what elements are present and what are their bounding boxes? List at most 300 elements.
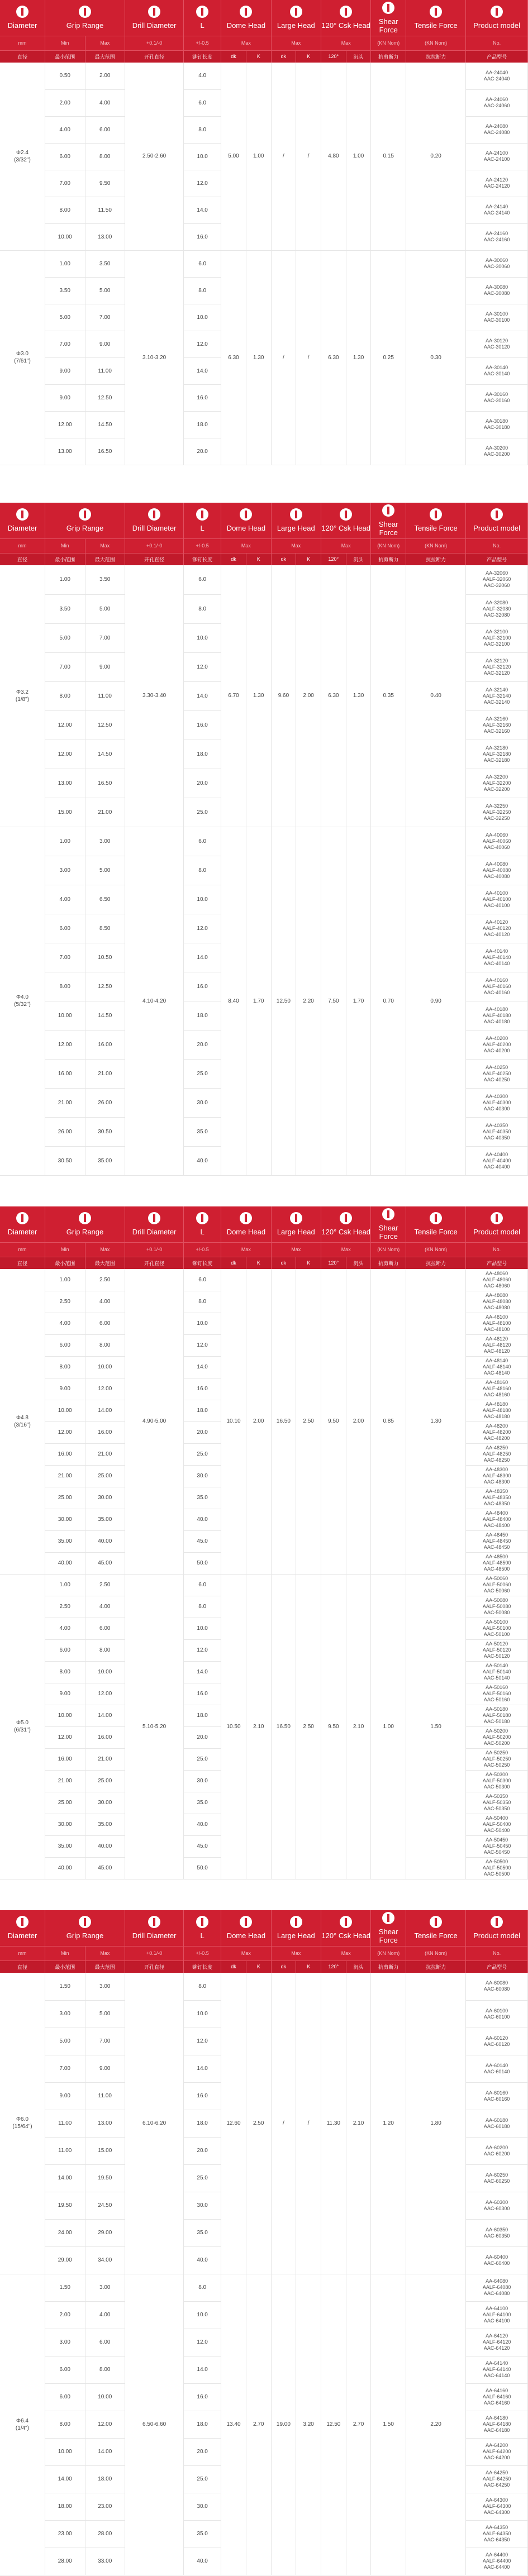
grip-max: 24.50 [85, 2192, 125, 2219]
dome-dk: 8.40 [221, 827, 246, 1175]
product-model: AA-50120 [486, 1641, 508, 1647]
grip-max: 3.50 [85, 565, 125, 594]
product-model: AA-40180 [486, 1006, 508, 1012]
header-large-head-label: Large Head [277, 1931, 315, 1940]
header-dome-head [221, 1206, 271, 1242]
product-model: AALF-40160 [482, 983, 511, 989]
unit-no: No. [493, 1247, 501, 1252]
product-model: AAC-50180 [483, 1719, 510, 1724]
diameter-imperial: (3/16") [14, 1421, 31, 1428]
tensile-icon [430, 508, 442, 521]
product-model-cell [466, 594, 528, 623]
zh-drill: 开孔直径 [144, 556, 165, 562]
product-model-cell [466, 1596, 528, 1618]
grip-max: 8.50 [85, 914, 125, 943]
length-value: 8.0 [184, 594, 221, 623]
header-diameter-label: Diameter [7, 1228, 37, 1237]
length-value: 12.0 [184, 331, 221, 357]
product-model-cell [466, 1400, 528, 1421]
product-model-cell [466, 1973, 528, 2000]
zh-csk: 沉头 [353, 556, 364, 562]
csk-dk: 6.30 [321, 250, 346, 465]
header-diameter [0, 0, 45, 36]
grip-min: 23.00 [45, 2520, 85, 2548]
length-value: 18.0 [184, 1001, 221, 1030]
grip-min: 2.50 [45, 1291, 85, 1313]
diameter-value: Φ6.4 [16, 2417, 28, 2424]
product-model: AA-48160 [486, 1380, 508, 1385]
product-model: AA-32180 [486, 745, 508, 751]
header-product-model [466, 1206, 528, 1242]
csk-dk: 9.50 [321, 1269, 346, 1574]
length-value: 16.0 [184, 2082, 221, 2110]
product-model: AAC-48350 [483, 1501, 510, 1506]
length-value: 8.0 [184, 1596, 221, 1618]
product-model-cell [466, 769, 528, 798]
product-model: AA-32160 [486, 715, 508, 722]
dome-dk-label: dk [231, 54, 236, 60]
grip-max: 12.00 [85, 1378, 125, 1400]
grip-range-icon [79, 508, 91, 521]
product-model: AAC-60350 [483, 2232, 510, 2239]
unit-max-label: Max [341, 1247, 351, 1252]
product-model: AAC-40250 [483, 1076, 510, 1082]
dome-dk: 6.30 [221, 250, 246, 465]
grip-min: 1.00 [45, 827, 85, 856]
header-product-model-label: Product model [473, 524, 521, 533]
product-model: AAC-50350 [483, 1806, 510, 1811]
length-value: 30.0 [184, 2192, 221, 2219]
grip-min: 5.00 [45, 304, 85, 331]
grip-max: 13.00 [85, 2110, 125, 2137]
grip-min: 8.00 [45, 1356, 85, 1378]
product-model: AAC-50120 [483, 1653, 510, 1659]
grip-min: 8.00 [45, 2411, 85, 2438]
unit-max-label: Max [291, 40, 301, 46]
product-model-cell [466, 2082, 528, 2110]
zh-shear: 抗剪断力 [378, 556, 399, 562]
grip-min: 1.00 [45, 1574, 85, 1596]
dome-k-label: K [256, 54, 260, 60]
length-value: 8.0 [184, 277, 221, 304]
product-model: AA-30180 [486, 418, 508, 424]
grip-min: 30.00 [45, 1814, 85, 1835]
box-icon [491, 1212, 503, 1224]
unit-l-tol: +/-0.5 [196, 1950, 209, 1956]
zh-model: 产品型号 [487, 54, 507, 60]
diameter-cell [0, 827, 45, 1175]
product-model: AA-50180 [486, 1706, 508, 1712]
product-model-cell [466, 885, 528, 914]
product-model: AA-48400 [486, 1510, 508, 1516]
length-value: 12.0 [184, 914, 221, 943]
grip-max: 2.50 [85, 1574, 125, 1596]
header-drill-diameter-label: Drill Diameter [132, 1931, 177, 1940]
grip-max: 12.50 [85, 384, 125, 411]
grip-min: 26.00 [45, 1117, 85, 1146]
header-length-label: L [200, 1228, 204, 1237]
grip-min: 21.00 [45, 1465, 85, 1487]
dome-k: 1.30 [246, 250, 271, 465]
product-model: AA-48120 [486, 1336, 508, 1342]
unit-max-span [271, 36, 321, 50]
diameter-value: Φ3.0 [16, 351, 28, 357]
product-model: AAC-40160 [483, 989, 510, 995]
product-model: AA-30060 [486, 257, 508, 263]
grip-max: 4.00 [85, 89, 125, 116]
product-model: AAC-24160 [483, 237, 510, 242]
grip-max: 28.00 [85, 2520, 125, 2548]
grip-max: 5.00 [85, 2000, 125, 2028]
shear-icon [382, 504, 394, 517]
length-value: 14.0 [184, 197, 221, 223]
length-value: 14.0 [184, 2055, 221, 2082]
large-k: / [296, 250, 321, 465]
product-model: AA-60200 [486, 2144, 508, 2150]
spec-table [0, 1910, 528, 2575]
product-model-cell [466, 1618, 528, 1639]
header-tensile-force [406, 1206, 465, 1242]
grip-min: 1.00 [45, 1269, 85, 1291]
grip-max: 6.50 [85, 885, 125, 914]
product-model: AAC-48500 [483, 1566, 510, 1572]
product-model: AALF-50120 [482, 1647, 511, 1653]
length-value: 20.0 [184, 1421, 221, 1443]
header-csk-head-label: 120° Csk Head [321, 524, 370, 533]
unit-drill-tol: +0.1/-0 [146, 1950, 163, 1956]
product-model-cell [466, 116, 528, 143]
length-value: 40.0 [184, 2246, 221, 2274]
box-icon [491, 508, 503, 521]
length-value: 10.0 [184, 143, 221, 170]
product-model: AALF-50250 [482, 1756, 511, 1762]
length-value: 8.0 [184, 2274, 221, 2301]
grip-max: 21.00 [85, 798, 125, 827]
header-row-titles [0, 503, 528, 538]
length-value: 16.0 [184, 384, 221, 411]
tensile-force: 1.30 [406, 1269, 465, 1574]
large-head-icon [290, 1212, 302, 1224]
product-model-cell [466, 143, 528, 170]
grip-max: 21.00 [85, 1059, 125, 1088]
product-model: AAC-32120 [483, 670, 510, 676]
product-model: AA-64120 [486, 2333, 508, 2339]
product-model: AA-48300 [486, 1467, 508, 1472]
header-product-model-label: Product model [473, 1228, 521, 1237]
grip-min: 9.00 [45, 1683, 85, 1705]
box-icon [491, 1916, 503, 1928]
product-model-cell [466, 277, 528, 304]
tensile-icon [430, 1212, 442, 1224]
zh-diameter: 直径 [17, 556, 27, 562]
unit-max-label: Max [241, 1950, 251, 1956]
unit-kn-tensile: (KN Nom) [425, 40, 448, 46]
product-model: AA-32140 [486, 686, 508, 693]
zh-diameter: 直径 [17, 54, 27, 60]
length-value: 35.0 [184, 1792, 221, 1814]
grip-min: 7.00 [45, 2055, 85, 2082]
grip-max: 12.00 [85, 1683, 125, 1705]
header-csk-head-label: 120° Csk Head [321, 1931, 370, 1940]
product-model: AALF-64160 [482, 2394, 511, 2400]
grip-max: 21.00 [85, 1443, 125, 1465]
product-model-cell [466, 1146, 528, 1175]
grip-min: 2.00 [45, 2301, 85, 2329]
product-model: AA-32100 [486, 628, 508, 635]
large-k: 2.50 [296, 1269, 321, 1574]
header-shear-force [371, 503, 406, 538]
grip-max: 16.00 [85, 1030, 125, 1059]
product-model: AAC-60120 [483, 2041, 510, 2047]
product-model: AA-50160 [486, 1685, 508, 1690]
product-model: AAC-30060 [483, 264, 510, 269]
product-model: AA-40350 [486, 1122, 508, 1128]
grip-max: 3.00 [85, 2274, 125, 2301]
dome-k: 1.30 [246, 565, 271, 827]
product-model-cell [466, 740, 528, 769]
zh-len: 铆钉长度 [192, 54, 213, 60]
large-dk: 16.50 [271, 1574, 296, 1879]
grip-min: 16.00 [45, 1748, 85, 1770]
unit-min: Min [60, 543, 69, 548]
header-large-head-label: Large Head [277, 1228, 315, 1237]
product-model: AA-30100 [486, 311, 508, 317]
product-model: AALF-64350 [482, 2531, 511, 2536]
tensile-force: 2.20 [406, 2274, 465, 2575]
product-model: AAC-60400 [483, 2260, 510, 2266]
drill-diameter: 5.10-5.20 [125, 1574, 184, 1879]
product-model-cell [466, 2028, 528, 2055]
drill-icon [148, 1916, 160, 1928]
grip-max: 9.50 [85, 170, 125, 197]
length-value: 6.0 [184, 250, 221, 277]
grip-min: 9.00 [45, 384, 85, 411]
zh-csk-120: 120° [328, 556, 339, 562]
grip-min: 13.00 [45, 438, 85, 465]
zh-max: 最大范围 [94, 1260, 115, 1266]
header-dome-head-label: Dome Head [226, 1931, 266, 1940]
drill-diameter: 4.10-4.20 [125, 827, 184, 1175]
grip-min: 29.00 [45, 2246, 85, 2274]
table-row [0, 2274, 528, 2301]
length-value: 8.0 [184, 1291, 221, 1313]
csk-dk: 4.80 [321, 63, 346, 250]
grip-max: 30.00 [85, 1792, 125, 1814]
header-drill-diameter [125, 503, 184, 538]
grip-min: 8.00 [45, 1661, 85, 1683]
csk-k: 2.00 [346, 1269, 371, 1574]
length-value: 10.0 [184, 623, 221, 652]
zh-csk-120: 120° [328, 54, 339, 60]
header-row-titles [0, 1206, 528, 1242]
zh-diameter: 直径 [17, 1260, 27, 1266]
grip-min: 12.00 [45, 1421, 85, 1443]
grip-min: 4.00 [45, 885, 85, 914]
grip-max: 6.00 [85, 1618, 125, 1639]
product-model: AALF-40120 [482, 925, 511, 931]
unit-max-span [271, 1242, 321, 1257]
product-model: AA-40080 [486, 861, 508, 867]
grip-min: 4.00 [45, 1618, 85, 1639]
header-row-titles [0, 0, 528, 36]
unit-max-span [221, 36, 271, 50]
header-shear-force-label: Shear Force [378, 519, 398, 537]
drill-diameter: 6.10-6.20 [125, 1973, 184, 2274]
product-model-cell [466, 856, 528, 885]
product-model: AA-64400 [486, 2552, 508, 2558]
length-value: 16.0 [184, 223, 221, 250]
grip-max: 12.50 [85, 710, 125, 740]
grip-max: 34.00 [85, 2246, 125, 2274]
header-row-units [0, 1946, 528, 1960]
length-value: 16.0 [184, 2383, 221, 2411]
zh-len: 铆钉长度 [192, 1260, 213, 1266]
csk-k: 1.30 [346, 565, 371, 827]
product-model: AALF-32060 [482, 576, 511, 583]
large-dk: 12.50 [271, 827, 296, 1175]
unit-max-span [321, 1242, 371, 1257]
header-tensile-force-label: Tensile Force [414, 1931, 458, 1940]
unit-kn-shear: (KN Nom) [377, 40, 400, 46]
csk-head-icon [340, 508, 352, 521]
diameter-value: Φ6.0 [16, 2116, 28, 2123]
diameter-imperial: (3/32") [14, 156, 31, 163]
shear-force: 1.50 [371, 2274, 406, 2575]
diameter-icon [16, 1916, 28, 1928]
product-model-cell [466, 1443, 528, 1465]
grip-min: 10.00 [45, 1400, 85, 1421]
grip-min: 16.00 [45, 1443, 85, 1465]
header-tensile-force [406, 0, 465, 36]
product-model: AAC-64140 [483, 2373, 510, 2378]
grip-min: 6.00 [45, 143, 85, 170]
product-model: AALF-40250 [482, 1070, 511, 1076]
large-k-label: K [307, 1964, 311, 1970]
product-model: AA-60140 [486, 2062, 508, 2068]
product-model: AALF-40200 [482, 1041, 511, 1047]
zh-max: 最大范围 [94, 1964, 115, 1970]
grip-max: 30.50 [85, 1117, 125, 1146]
product-model: AAC-32250 [483, 815, 510, 821]
product-model: AAC-48120 [483, 1348, 510, 1354]
grip-min: 3.00 [45, 856, 85, 885]
product-model-cell [466, 1792, 528, 1814]
spec-section [0, 0, 528, 472]
length-value: 25.0 [184, 2465, 221, 2493]
header-tensile-force-label: Tensile Force [414, 21, 458, 30]
unit-max-span [221, 538, 271, 553]
grip-max: 14.00 [85, 1400, 125, 1421]
dome-k: 2.10 [246, 1574, 271, 1879]
grip-max: 26.00 [85, 1088, 125, 1117]
product-model-cell [466, 2219, 528, 2246]
length-value: 12.0 [184, 1639, 221, 1661]
diameter-cell [0, 565, 45, 827]
grip-max: 40.00 [85, 1835, 125, 1857]
length-value: 8.0 [184, 116, 221, 143]
product-model-cell [466, 2055, 528, 2082]
header-length [184, 1206, 221, 1242]
length-value: 30.0 [184, 2493, 221, 2520]
product-model: AALF-48300 [482, 1473, 511, 1478]
product-model-cell [466, 2465, 528, 2493]
csk-dk: 9.50 [321, 1574, 346, 1879]
product-model: AALF-64200 [482, 2449, 511, 2454]
grip-max: 25.00 [85, 1465, 125, 1487]
product-model: AA-48100 [486, 1314, 508, 1320]
length-value: 40.0 [184, 1146, 221, 1175]
product-model: AALF-40060 [482, 838, 511, 844]
dome-dk-label: dk [231, 1260, 236, 1266]
product-model: AALF-50160 [482, 1691, 511, 1696]
shear-icon [382, 1208, 394, 1220]
product-model-cell [466, 304, 528, 331]
product-model-cell [466, 411, 528, 438]
grip-min: 3.50 [45, 594, 85, 623]
header-csk-head [321, 503, 371, 538]
product-model: AAC-50300 [483, 1784, 510, 1790]
header-dome-head [221, 1910, 271, 1946]
header-grip-range-label: Grip Range [66, 1931, 104, 1940]
grip-min: 1.00 [45, 250, 85, 277]
product-model: AAC-48160 [483, 1392, 510, 1397]
product-model-cell [466, 623, 528, 652]
length-value: 20.0 [184, 769, 221, 798]
grip-min: 9.00 [45, 357, 85, 384]
product-model: AA-64160 [486, 2388, 508, 2393]
drill-icon [148, 1212, 160, 1224]
product-model: AAC-32180 [483, 757, 510, 763]
unit-max-label: Max [241, 40, 251, 46]
length-value: 6.0 [184, 1269, 221, 1291]
product-model-cell [466, 1465, 528, 1487]
product-model: AALF-64400 [482, 2558, 511, 2564]
length-value: 10.0 [184, 885, 221, 914]
product-model: AAC-50060 [483, 1588, 510, 1594]
product-model: AA-50300 [486, 1772, 508, 1777]
diameter-imperial: (1/4") [15, 2425, 30, 2431]
header-diameter [0, 1206, 45, 1242]
shear-force: 1.20 [371, 1973, 406, 2274]
header-dome-head-label: Dome Head [226, 21, 266, 30]
unit-kn-shear: (KN Nom) [377, 1247, 400, 1252]
product-model: AALF-32250 [482, 809, 511, 815]
large-dk-label: dk [280, 1964, 287, 1970]
unit-max-span [271, 538, 321, 553]
grip-max: 18.00 [85, 2465, 125, 2493]
header-dome-head-label: Dome Head [226, 524, 266, 533]
product-model-cell [466, 710, 528, 740]
csk-k: 1.30 [346, 250, 371, 465]
diameter-icon [16, 6, 28, 18]
grip-max: 4.00 [85, 1596, 125, 1618]
zh-drill: 开孔直径 [144, 1964, 165, 1970]
header-large-head [271, 1206, 321, 1242]
product-model: AAC-50450 [483, 1849, 510, 1855]
grip-min: 28.00 [45, 2548, 85, 2575]
product-model: AA-48350 [486, 1489, 508, 1494]
length-value: 18.0 [184, 740, 221, 769]
grip-min: 16.00 [45, 1059, 85, 1088]
product-model: AA-24100 [486, 150, 508, 156]
product-model: AALF-48060 [482, 1276, 511, 1282]
product-model: AA-40400 [486, 1151, 508, 1157]
product-model-cell [466, 357, 528, 384]
grip-min: 0.50 [45, 63, 85, 89]
header-shear-force [371, 0, 406, 36]
product-model: AAC-30100 [483, 317, 510, 323]
grip-max: 23.00 [85, 2493, 125, 2520]
